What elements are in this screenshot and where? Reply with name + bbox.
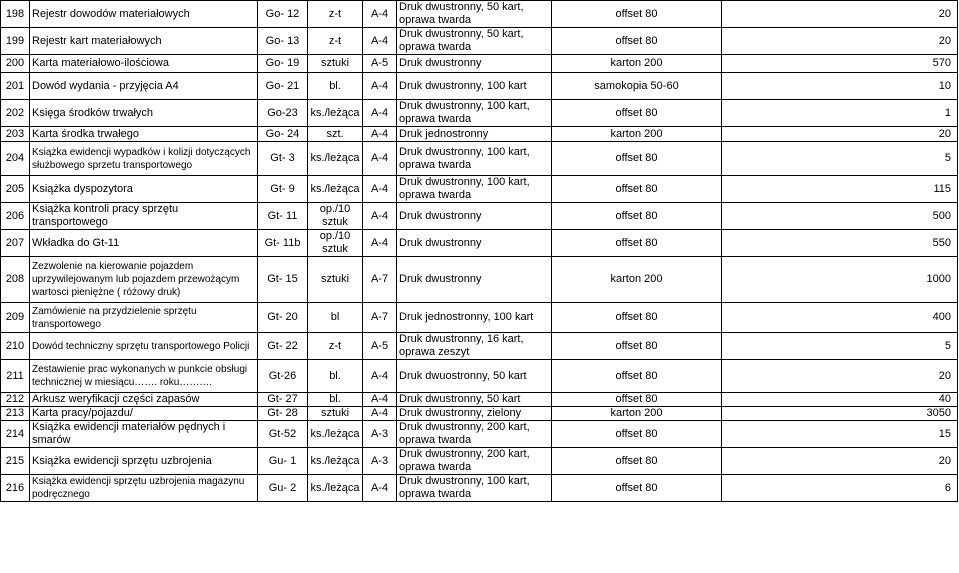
cell-print: Druk dwustronny, 200 kart, oprawa twarda [397, 448, 552, 475]
cell-fmt: A-5 [363, 333, 397, 360]
cell-no: 214 [1, 421, 30, 448]
cell-no: 201 [1, 73, 30, 100]
table-row [1, 393, 958, 407]
cell-print: Druk dwustronny, 50 kart, oprawa twarda [397, 28, 552, 55]
cell-name: Książka dyspozytora [30, 176, 258, 203]
cell-print: Druk dwustronny [397, 203, 552, 230]
cell-unit: ks./leżąca [308, 100, 363, 127]
cell-fmt: A-4 [363, 127, 397, 142]
cell-qty: 20 [722, 448, 958, 475]
cell-no: 212 [1, 393, 30, 407]
cell-name: Karta pracy/pojazdu/ [30, 407, 258, 421]
cell-name: Zezwolenie na kierowanie pojazdem uprzywilejowanym lub pojazdem przewożącym wartosci pieniężne ( różowy druk) [30, 257, 258, 303]
cell-sym: Gt- 15 [258, 257, 308, 303]
table-row [1, 421, 958, 448]
cell-unit: bl. [308, 393, 363, 407]
cell-qty: 5 [722, 333, 958, 360]
table-row [1, 55, 958, 73]
cell-no: 203 [1, 127, 30, 142]
cell-no: 216 [1, 475, 30, 502]
cell-sym: Gt- 11 [258, 203, 308, 230]
cell-qty: 20 [722, 1, 958, 28]
cell-qty: 115 [722, 176, 958, 203]
cell-qty: 1 [722, 100, 958, 127]
cell-paper: karton 200 [552, 127, 722, 142]
cell-sym: Go-23 [258, 100, 308, 127]
cell-sym: Gu- 1 [258, 448, 308, 475]
table-row [1, 100, 958, 127]
cell-paper: karton 200 [552, 257, 722, 303]
cell-sym: Gt- 9 [258, 176, 308, 203]
cell-no: 210 [1, 333, 30, 360]
table-row [1, 230, 958, 257]
cell-print: Druk dwustronny, zielony [397, 407, 552, 421]
cell-sym: Go- 12 [258, 1, 308, 28]
cell-unit: ks./leżąca [308, 176, 363, 203]
cell-paper: offset 80 [552, 1, 722, 28]
cell-name: Dowód techniczny sprzętu transportowego Policji [30, 333, 258, 360]
cell-print: Druk dwustronny, 200 kart, oprawa twarda [397, 421, 552, 448]
cell-paper: offset 80 [552, 100, 722, 127]
cell-print: Druk dwustronny, 100 kart, oprawa twarda [397, 142, 552, 176]
cell-print: Druk dwustronny, 16 kart, oprawa zeszyt [397, 333, 552, 360]
cell-print: Druk dwustronny, 50 kart [397, 393, 552, 407]
cell-qty: 20 [722, 127, 958, 142]
cell-fmt: A-4 [363, 230, 397, 257]
cell-no: 204 [1, 142, 30, 176]
cell-no: 199 [1, 28, 30, 55]
table-row [1, 73, 958, 100]
cell-no: 198 [1, 1, 30, 28]
cell-unit: ks./leżąca [308, 421, 363, 448]
cell-fmt: A-4 [363, 203, 397, 230]
cell-unit: bl. [308, 360, 363, 393]
cell-paper: offset 80 [552, 142, 722, 176]
cell-unit: sztuki [308, 55, 363, 73]
table-body [1, 1, 958, 502]
table-row [1, 142, 958, 176]
cell-print: Druk jednostronny, 100 kart [397, 303, 552, 333]
cell-unit: z-t [308, 28, 363, 55]
cell-paper: offset 80 [552, 230, 722, 257]
cell-sym: Go- 13 [258, 28, 308, 55]
cell-fmt: A-4 [363, 100, 397, 127]
cell-fmt: A-7 [363, 303, 397, 333]
cell-sym: Gt- 11b [258, 230, 308, 257]
cell-qty: 400 [722, 303, 958, 333]
cell-no: 200 [1, 55, 30, 73]
cell-paper: offset 80 [552, 28, 722, 55]
cell-fmt: A-5 [363, 55, 397, 73]
cell-no: 213 [1, 407, 30, 421]
cell-qty: 500 [722, 203, 958, 230]
table-row [1, 333, 958, 360]
cell-qty: 15 [722, 421, 958, 448]
cell-sym: Gt-52 [258, 421, 308, 448]
cell-name: Zestawienie prac wykonanych w punkcie obsługi technicznej w miesiącu……. roku………. [30, 360, 258, 393]
cell-print: Druk dwustronny, 50 kart, oprawa twarda [397, 1, 552, 28]
cell-unit: op./10 sztuk [308, 203, 363, 230]
cell-qty: 550 [722, 230, 958, 257]
cell-no: 206 [1, 203, 30, 230]
cell-no: 215 [1, 448, 30, 475]
cell-qty: 570 [722, 55, 958, 73]
cell-sym: Go- 19 [258, 55, 308, 73]
cell-paper: offset 80 [552, 203, 722, 230]
cell-name: Rejestr kart materiałowych [30, 28, 258, 55]
cell-fmt: A-4 [363, 142, 397, 176]
cell-paper: karton 200 [552, 407, 722, 421]
cell-no: 202 [1, 100, 30, 127]
cell-qty: 1000 [722, 257, 958, 303]
table-row [1, 1, 958, 28]
cell-name: Zamówienie na przydzielenie sprzętu transportowego [30, 303, 258, 333]
cell-fmt: A-3 [363, 448, 397, 475]
cell-sym: Go- 24 [258, 127, 308, 142]
cell-sym: Gt-26 [258, 360, 308, 393]
cell-print: Druk dwuostronny, 50 kart [397, 360, 552, 393]
cell-no: 207 [1, 230, 30, 257]
cell-fmt: A-4 [363, 407, 397, 421]
cell-unit: bl. [308, 73, 363, 100]
cell-fmt: A-7 [363, 257, 397, 303]
cell-name: Dowód wydania - przyjęcia A4 [30, 73, 258, 100]
cell-paper: offset 80 [552, 360, 722, 393]
cell-unit: ks./leżąca [308, 475, 363, 502]
cell-unit: bl [308, 303, 363, 333]
cell-paper: offset 80 [552, 333, 722, 360]
cell-print: Druk dwustronny [397, 230, 552, 257]
cell-qty: 20 [722, 28, 958, 55]
cell-sym: Gt- 20 [258, 303, 308, 333]
cell-name: Książka ewidencji sprzętu uzbrojenia [30, 448, 258, 475]
cell-paper: offset 80 [552, 176, 722, 203]
cell-unit: sztuki [308, 257, 363, 303]
cell-name: Karta środka trwałego [30, 127, 258, 142]
cell-paper: offset 80 [552, 303, 722, 333]
cell-paper: samokopia 50-60 [552, 73, 722, 100]
cell-no: 209 [1, 303, 30, 333]
cell-qty: 40 [722, 393, 958, 407]
cell-fmt: A-3 [363, 421, 397, 448]
cell-paper: offset 80 [552, 448, 722, 475]
cell-print: Druk dwustronny [397, 257, 552, 303]
cell-name: Karta materiałowo-ilościowa [30, 55, 258, 73]
cell-sym: Go- 21 [258, 73, 308, 100]
cell-unit: sztuki [308, 407, 363, 421]
cell-qty: 5 [722, 142, 958, 176]
cell-no: 211 [1, 360, 30, 393]
cell-paper: offset 80 [552, 393, 722, 407]
cell-unit: op./10 sztuk [308, 230, 363, 257]
table-row [1, 475, 958, 502]
cell-name: Książka ewidencji sprzętu uzbrojenia magazynu podręcznego [30, 475, 258, 502]
table-row [1, 407, 958, 421]
table-row [1, 257, 958, 303]
cell-sym: Gt- 27 [258, 393, 308, 407]
cell-unit: szt. [308, 127, 363, 142]
cell-print: Druk dwustronny, 100 kart, oprawa twarda [397, 176, 552, 203]
cell-fmt: A-4 [363, 73, 397, 100]
table-row [1, 176, 958, 203]
cell-paper: karton 200 [552, 55, 722, 73]
cell-fmt: A-4 [363, 28, 397, 55]
cell-print: Druk dwustronny, 100 kart, oprawa twarda [397, 100, 552, 127]
table-row [1, 303, 958, 333]
cell-paper: offset 80 [552, 421, 722, 448]
cell-fmt: A-4 [363, 393, 397, 407]
table-row [1, 28, 958, 55]
cell-qty: 3050 [722, 407, 958, 421]
cell-fmt: A-4 [363, 176, 397, 203]
cell-qty: 10 [722, 73, 958, 100]
cell-no: 208 [1, 257, 30, 303]
cell-fmt: A-4 [363, 1, 397, 28]
cell-print: Druk dwustronny [397, 55, 552, 73]
cell-unit: z-t [308, 333, 363, 360]
cell-print: Druk dwustronny, 100 kart [397, 73, 552, 100]
cell-qty: 6 [722, 475, 958, 502]
cell-sym: Gu- 2 [258, 475, 308, 502]
cell-name: Książka ewidencji materiałów pędnych i smarów [30, 421, 258, 448]
cell-print: Druk dwustronny, 100 kart, oprawa twarda [397, 475, 552, 502]
cell-name: Książka kontroli pracy sprzętu transportowego [30, 203, 258, 230]
cell-sym: Gt- 22 [258, 333, 308, 360]
cell-unit: z-t [308, 1, 363, 28]
cell-name: Księga środków trwałych [30, 100, 258, 127]
cell-no: 205 [1, 176, 30, 203]
cell-name: Rejestr dowodów materiałowych [30, 1, 258, 28]
cell-fmt: A-4 [363, 360, 397, 393]
cell-sym: Gt- 3 [258, 142, 308, 176]
cell-name: Książka ewidencji wypadków i kolizji dotyczących służbowego sprzetu transportowego [30, 142, 258, 176]
table-row [1, 360, 958, 393]
cell-paper: offset 80 [552, 475, 722, 502]
cell-sym: Gt- 28 [258, 407, 308, 421]
table-row [1, 448, 958, 475]
cell-unit: ks./leżąca [308, 142, 363, 176]
cell-qty: 20 [722, 360, 958, 393]
cell-name: Wkładka do Gt-11 [30, 230, 258, 257]
table-row [1, 203, 958, 230]
cell-fmt: A-4 [363, 475, 397, 502]
cell-unit: ks./leżąca [308, 448, 363, 475]
table-row [1, 127, 958, 142]
cell-print: Druk jednostronny [397, 127, 552, 142]
cell-name: Arkusz weryfikacji części zapasów [30, 393, 258, 407]
